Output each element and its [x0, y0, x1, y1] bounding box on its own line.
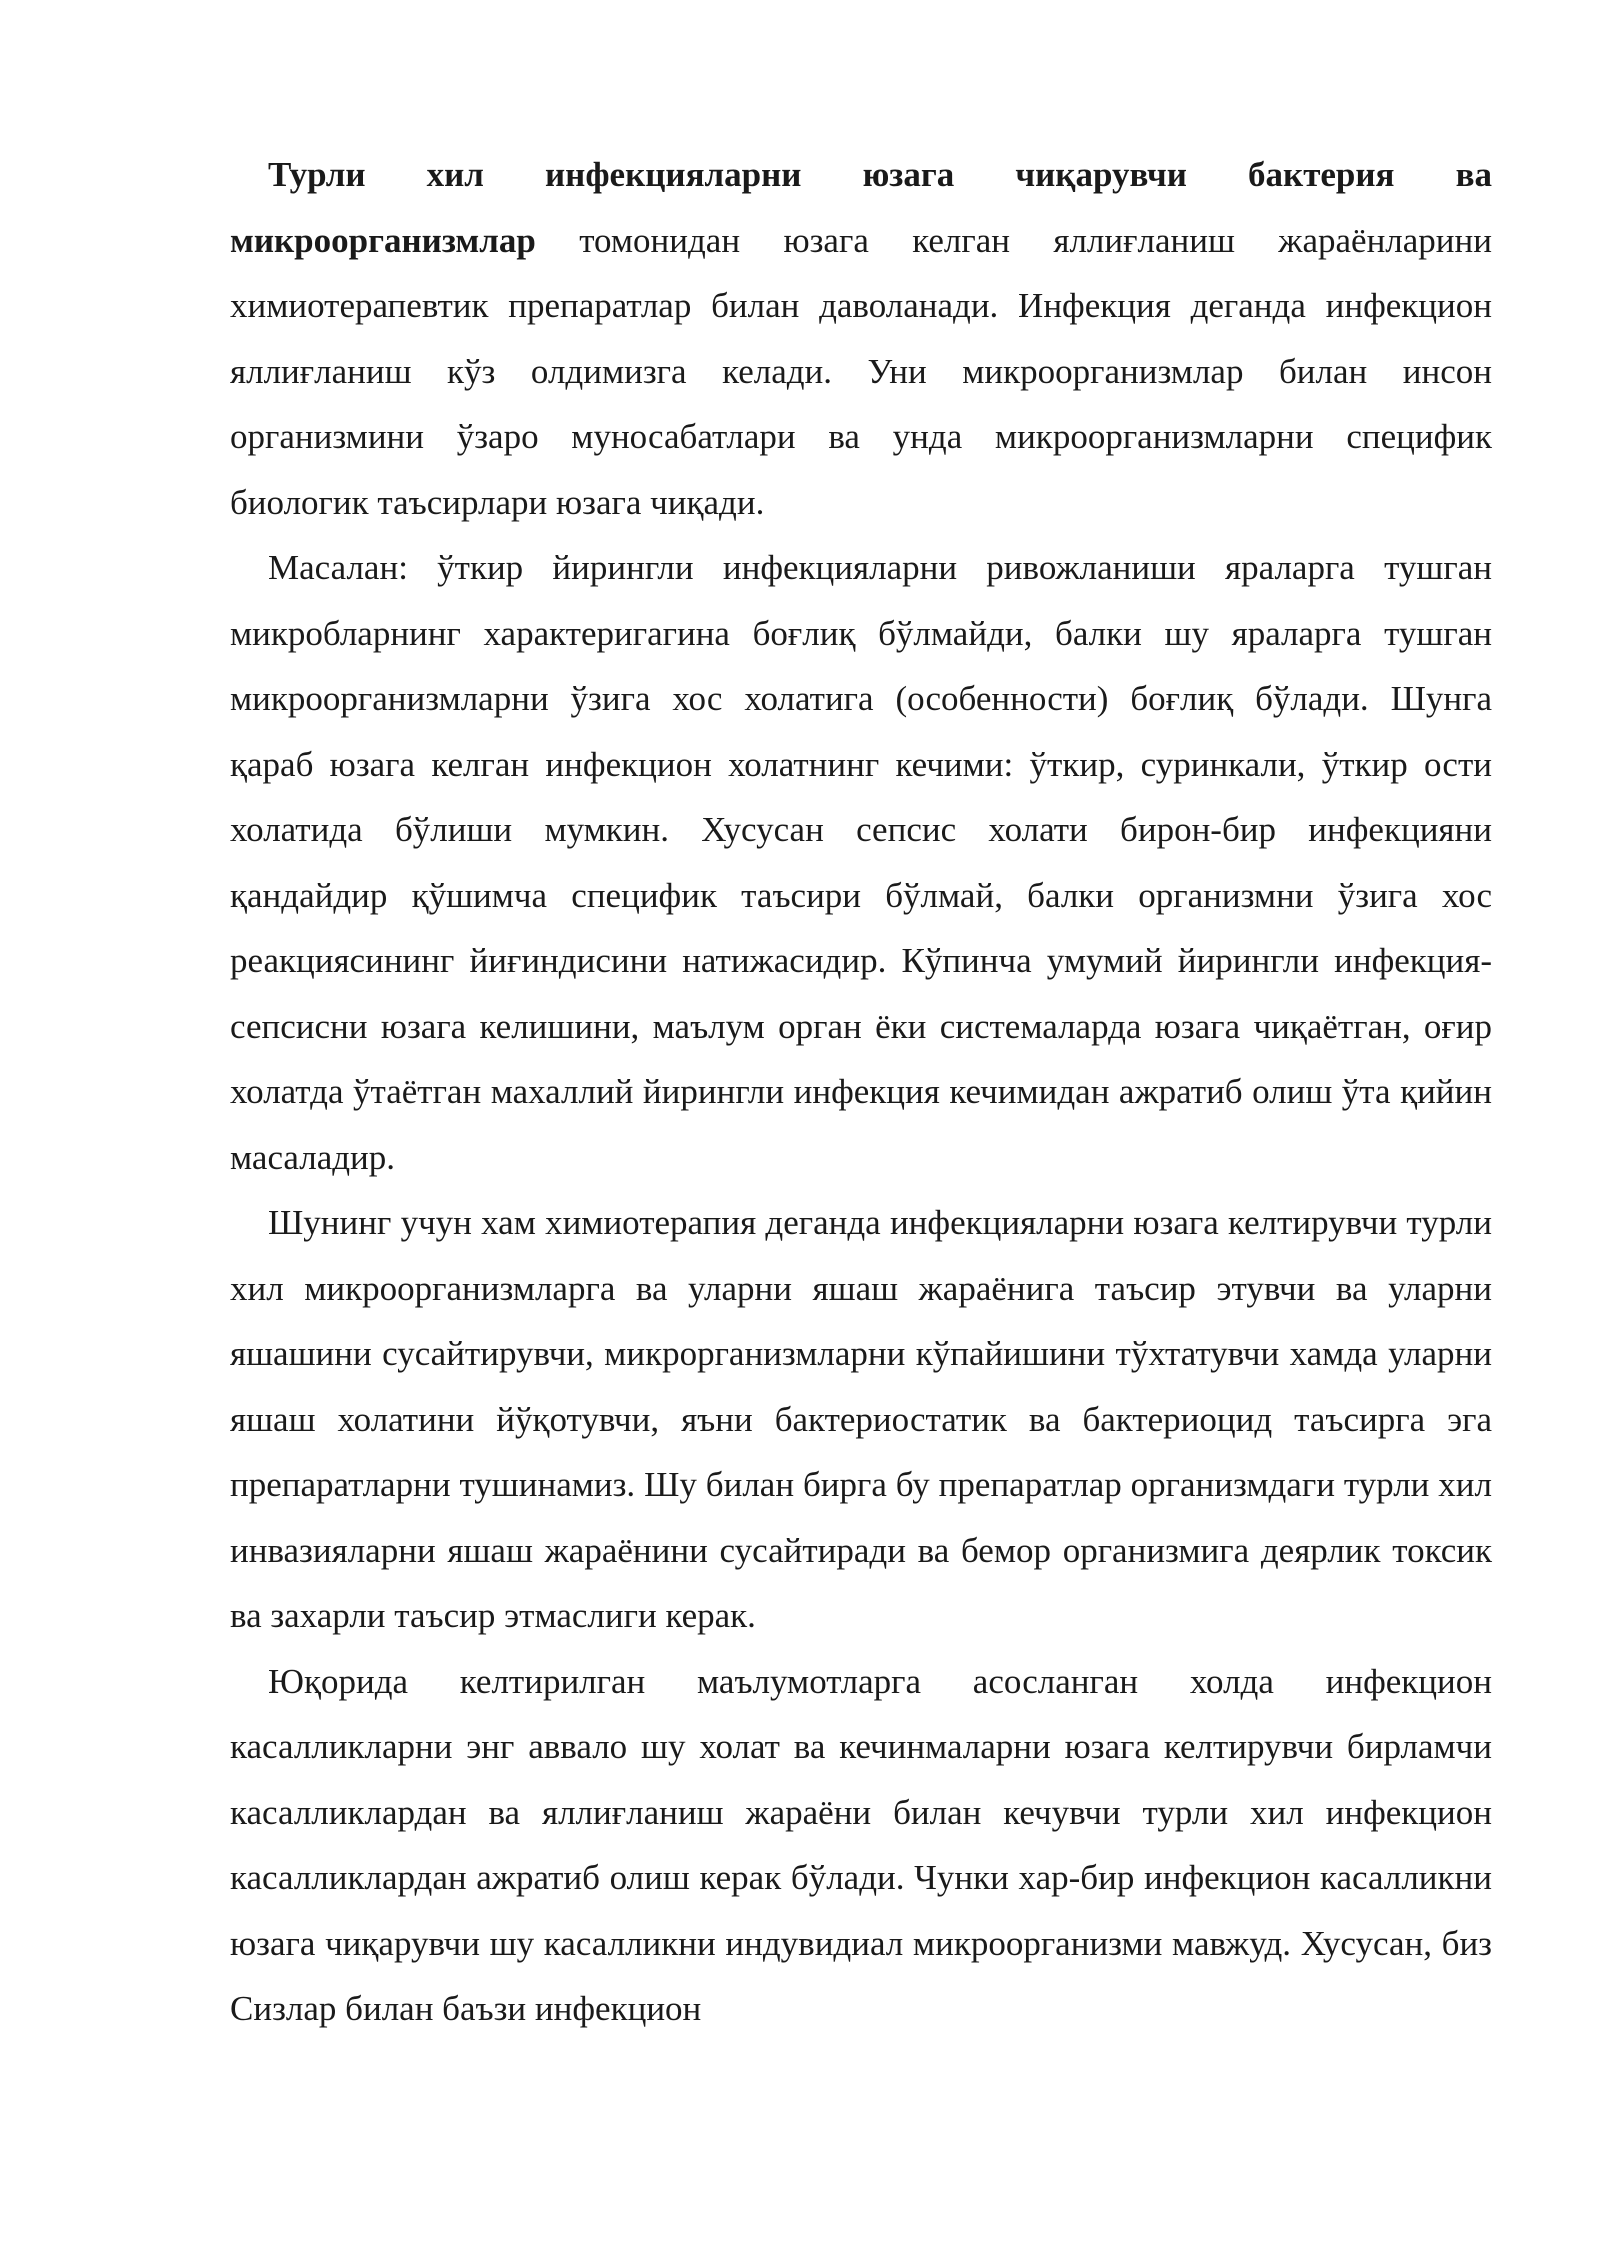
body-text — [230, 142, 1492, 2042]
paragraph-4: Юқорида келтирилган маълумотларга асосланган холда инфекцион касалликларни энг аввало шу холат ва кечинмаларни юзага келтирувчи бирламчи касалликлардан ва яллиғланиш жараёни билан кечувчи турли хил инфекцион касалликлардан ажратиб олиш керак бўлади. Чунки хар-бир инфекцион касалликни юзага чиқарувчи шу касалликни индувидиал микроорганизми мавжуд. Хусусан, биз Сизлар билан баъзи инфекцион — [230, 1661, 1492, 2028]
bold-lead-phrase: Турли хил инфекцияларни юзага чиқарувчи бактерия ва микроорганизмлар — [230, 155, 1492, 260]
paragraph-1-text: томонидан юзага келган яллиғланиш жараёнларини химиотерапевтик препаратлар билан даволанади. Инфекция деганда инфекцион яллиғланиш кўз олдимизга келади. Уни микроорганизмлар билан инсон организмини ўзаро муносабатлари ва унда микроорганизмларни специфик биологик таъсирлари юзага чиқади. — [230, 220, 1492, 522]
paragraph-2: Масалан: ўткир йирингли инфекцияларни ривожланиши яраларга тушган микробларнинг характеригагина боғлиқ бўлмайди, балки шу яраларга тушган микроорганизмларни ўзига хос холатига (особенности) боғлиқ бўлади. Шунга қараб юзага келган инфекцион холатнинг кечими: ўткир, суринкали, ўткир ости холатида бўлиши мумкин. Хусусан сепсис холати бирон-бир инфекцияни қандайдир қўшимча специфик таъсири бўлмай, балки организмни ўзига хос реакциясининг йиғиндисини натижасидир. Кўпинча умумий йирингли инфекция-сепсисни юзага келишини, маълум орган ёки системаларда юзага чиқаётган, оғир холатда ўтаётган махаллий йирингли инфекция кечимидан ажратиб олиш ўта қийин масаладир. — [230, 548, 1492, 1177]
paragraph-1 — [230, 142, 1492, 535]
paragraph-3: Шунинг учун хам химиотерапия деганда инфекцияларни юзага келтирувчи турли хил микроорганизмларга ва уларни яшаш жараёнига таъсир этувчи ва уларни яшашини сусайтирувчи, микрорганизмларни кўпайишини тўхтатувчи хамда уларни яшаш холатини йўқотувчи, яъни бактериостатик ва бактериоцид таъсирга эга препаратларни тушинамиз. Шу билан бирга бу препаратлар организмдаги турли хил инвазияларни яшаш жараёнини сусайтиради ва бемор организмига деярлик токсик ва захарли таъсир этмаслиги керак. — [230, 1203, 1492, 1635]
